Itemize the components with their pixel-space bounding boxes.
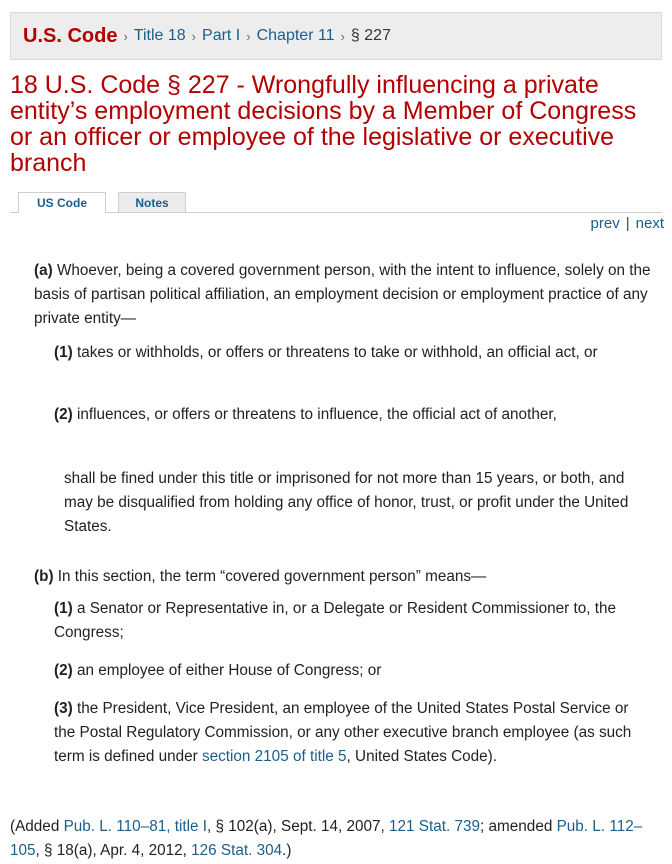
breadcrumb-part-link[interactable]: Part I — [202, 27, 241, 44]
breadcrumb-home-link[interactable]: U.S. Code — [23, 24, 118, 47]
source-text: , § 102(a), Sept. 14, 2007, — [207, 818, 385, 835]
tab-bar — [10, 192, 662, 213]
paragraph-b1-text: a Senator or Representative in, or a Delegate or Resident Commissioner to, the Congress; — [54, 600, 617, 641]
subsection-b-label: (b) — [34, 568, 54, 585]
source-credit — [10, 815, 660, 863]
next-link[interactable]: next — [635, 215, 664, 232]
paragraph-a2-text: influences, or offers or threatens to influence, the official act of another, — [76, 406, 557, 423]
paragraph-a2-label: (2) — [54, 406, 73, 423]
subsection-a — [34, 259, 654, 331]
paragraph-b3 — [54, 697, 654, 769]
paragraph-a2 — [54, 403, 654, 427]
paragraph-b3-text: the President, Vice President, an employee of the United States Postal Service or the Postal Regulatory Commission, or any other executive branch employee (as such term is defined under — [54, 700, 632, 765]
section-2105-link[interactable]: section 2105 of title 5 — [201, 748, 347, 765]
paragraph-b1-label: (1) — [54, 600, 73, 617]
page-title: 18 U.S. Code § 227 - Wrongfully influencing a private entity’s employment decisions by a Member of Congress or an officer or employee of the legislative or executive branch — [10, 71, 637, 177]
pager — [591, 215, 664, 232]
subsection-b — [34, 565, 654, 589]
paragraph-b2-label: (2) — [54, 662, 73, 679]
subsection-a-text: Whoever, being a covered government person, with the intent to influence, solely on the basis of partisan political affiliation, an employment decision or employment practice of any private entity— — [34, 262, 651, 327]
breadcrumb-chapter-link[interactable]: Chapter 11 — [256, 27, 335, 44]
breadcrumb-separator: › — [246, 28, 251, 44]
paragraph-b3-label: (3) — [54, 700, 73, 717]
subsection-b-text: In this section, the term “covered government person” means— — [57, 568, 487, 585]
paragraph-a1 — [54, 341, 654, 365]
stat-121-739-link[interactable]: 121 Stat. 739 — [389, 818, 481, 835]
paragraph-b3-text-end: , United States Code). — [346, 748, 498, 765]
paragraph-a1-text: takes or withholds, or offers or threatens to take or withhold, an official act, or — [76, 344, 598, 361]
tab-us-code[interactable]: US Code — [18, 192, 106, 213]
breadcrumb-separator: › — [123, 28, 128, 44]
source-text: ; amended — [480, 818, 553, 835]
paragraph-b1 — [54, 597, 654, 645]
breadcrumb-title-link[interactable]: Title 18 — [133, 27, 186, 44]
breadcrumb-separator: › — [191, 28, 197, 44]
paragraph-b2 — [54, 659, 654, 683]
source-open: (Added — [10, 818, 60, 835]
breadcrumb — [10, 12, 662, 60]
paragraph-a1-label: (1) — [54, 344, 73, 361]
tab-notes[interactable]: Notes — [118, 192, 186, 212]
subsection-a-label: (a) — [34, 262, 53, 279]
paragraph-b2-text: an employee of either House of Congress; or — [76, 662, 382, 679]
source-text: , § 18(a), Apr. 4, 2012, — [35, 842, 187, 859]
prev-link[interactable]: prev — [590, 215, 620, 232]
source-close: .) — [282, 842, 292, 859]
pub-l-110-81-link[interactable]: Pub. L. 110–81, title I — [63, 818, 208, 835]
pub-l-112-105-link[interactable]: Pub. L. 112–105 — [10, 818, 643, 859]
stat-126-304-link[interactable]: 126 Stat. 304 — [191, 842, 283, 859]
breadcrumb-current-section: § 227 — [350, 27, 391, 44]
pager-separator: | — [625, 215, 630, 232]
subsection-a-flush-text: shall be fined under this title or imprisoned for not more than 15 years, or both, and may be disqualified from holding any office of honor, trust, or profit under the United States. — [64, 470, 629, 535]
breadcrumb-separator: › — [340, 28, 345, 44]
